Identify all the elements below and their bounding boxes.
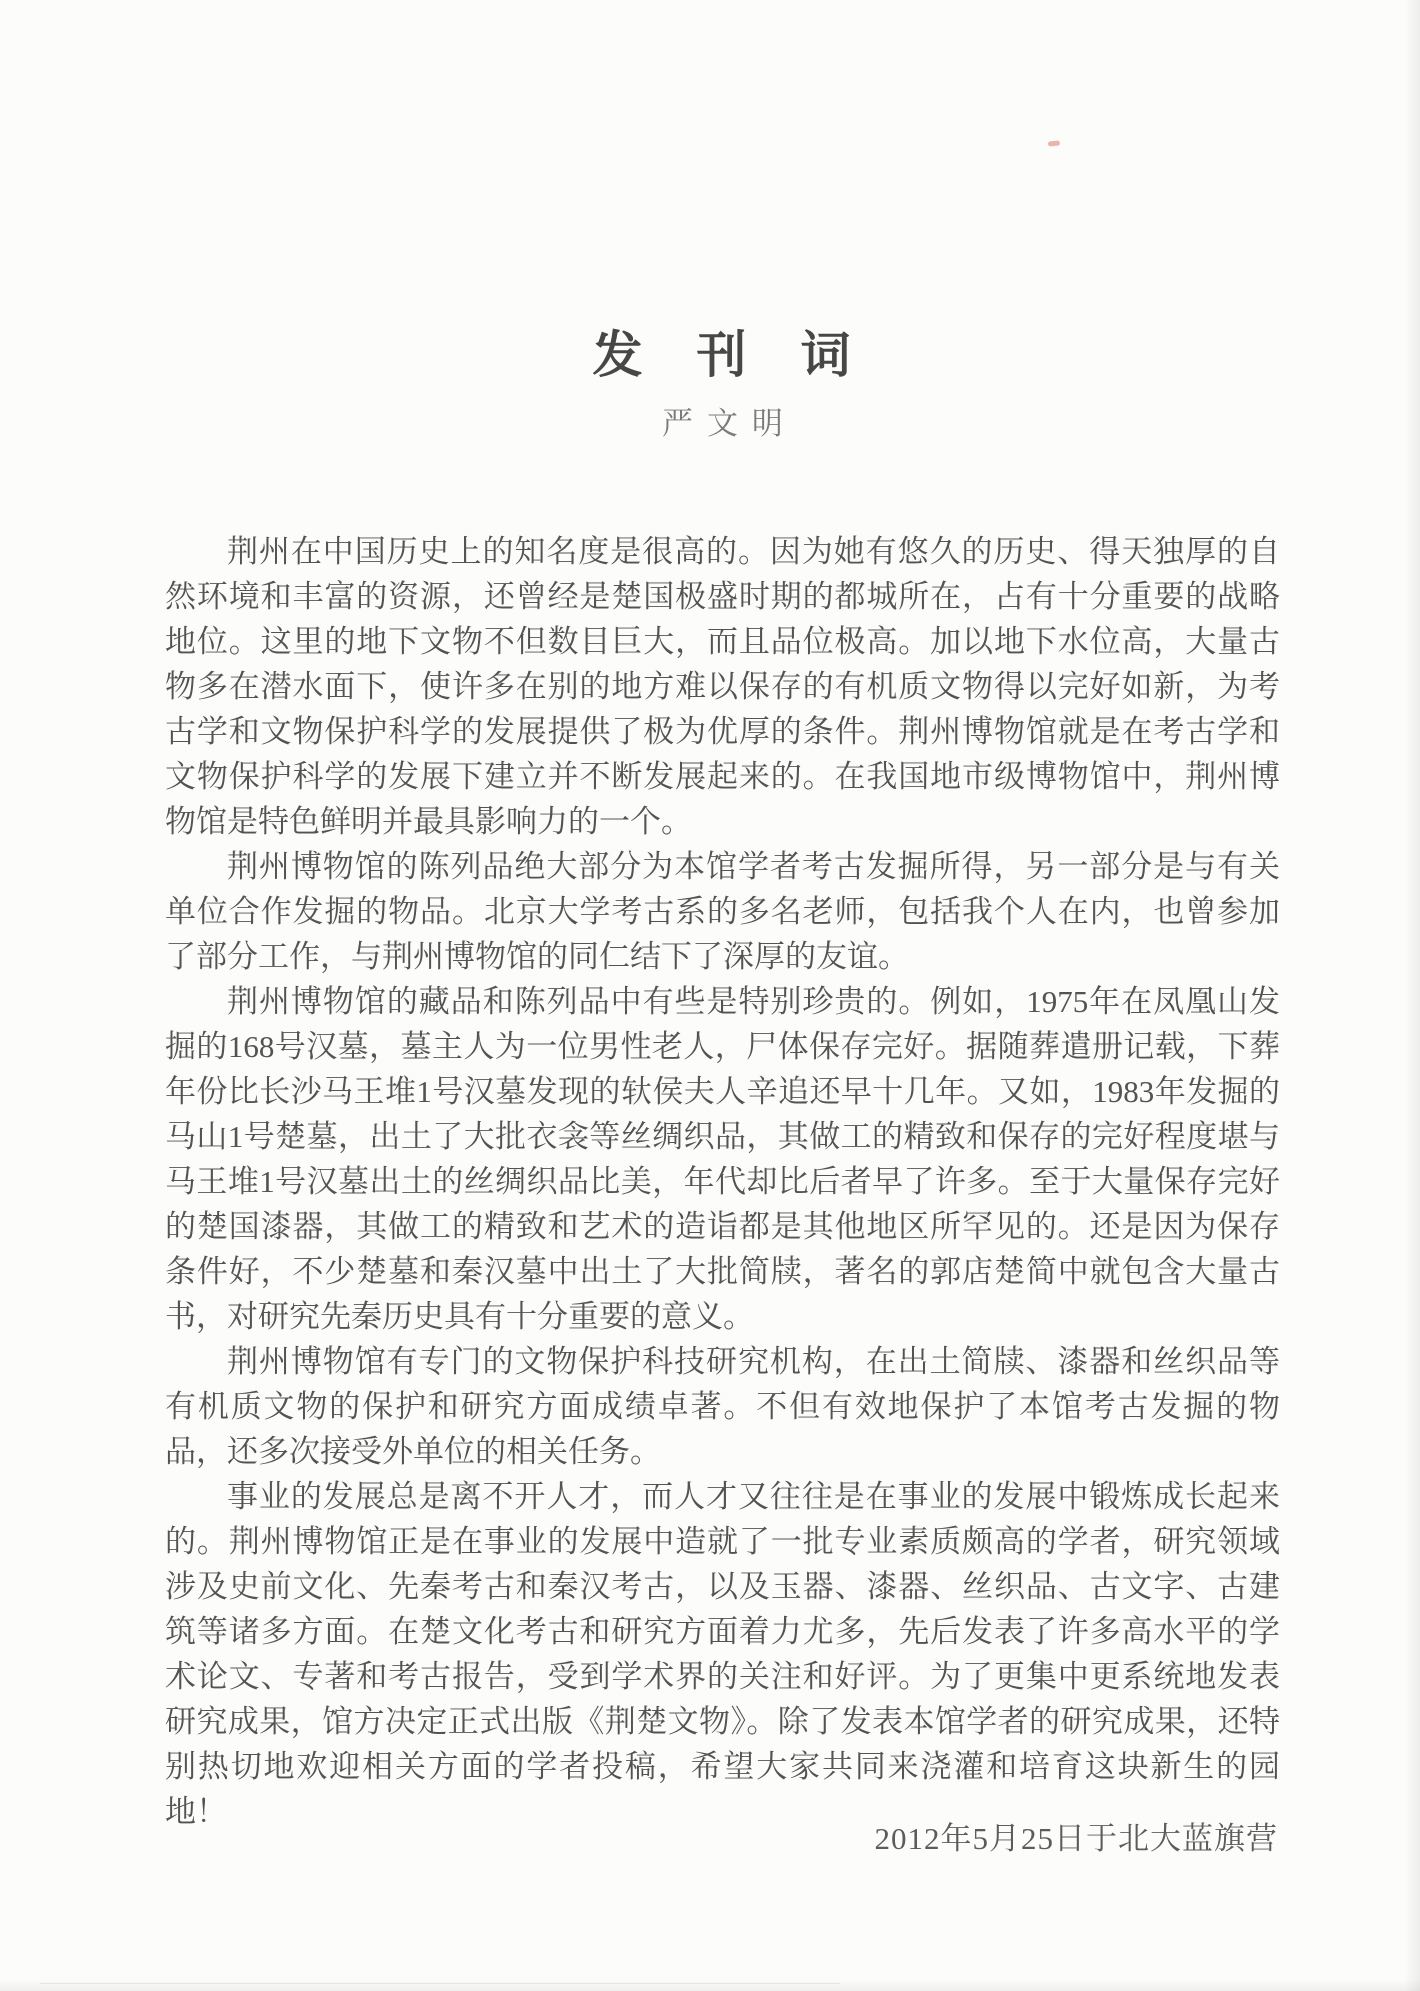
dateline: 2012年5月25日于北大蓝旗营 bbox=[874, 1821, 1278, 1856]
author-name: 严文明 bbox=[662, 406, 797, 441]
scan-artifact-mark bbox=[1048, 140, 1060, 146]
body-paragraph: 荆州博物馆的陈列品绝大部分为本馆学者考古发掘所得，另一部分是与有关单位合作发掘的物品。北京大学考古系的多名老师，包括我个人在内，也曾参加了部分工作，与荆州博物馆的同仁结下了深厚的友谊。 bbox=[165, 849, 1280, 974]
page-edge-shadow-bottom bbox=[0, 1979, 1420, 1991]
body-paragraph: 事业的发展总是离不开人才，而人才又往往是在事业的发展中锻炼成长起来的。荆州博物馆正是在事业的发展中造就了一批专业素质颇高的学者，研究领域涉及史前文化、先秦考古和秦汉考古，以及玉器、漆器、丝织品、古文字、古建筑等诸多方面。在楚文化考古和研究方面着力尤多，先后发表了许多高水平的学术论文、专著和考古报告，受到学术界的关注和好评。为了更集中更系统地发表研究成果，馆方决定正式出版《荆楚文物》。除了发表本馆学者的研究成果，还特别热切地欢迎相关方面的学者投稿，希望大家共同来浇灌和培育这块新生的园地！ bbox=[165, 1479, 1280, 1829]
body-paragraph: 荆州博物馆的藏品和陈列品中有些是特别珍贵的。例如，1975年在凤凰山发掘的168号汉墓，墓主人为一位男性老人，尸体保存完好。据随葬遣册记载，下葬年份比长沙马王堆1号汉墓发现的轪侯夫人辛追还早十几年。又如，1983年发掘的马山1号楚墓，出土了大批衣衾等丝绸织品，其做工的精致和保存的完好程度堪与马王堆1号汉墓出土的丝绸织品比美，年代却比后者早了许多。至于大量保存完好的楚国漆器，其做工的精致和艺术的造诣都是其他地区所罕见的。还是因为保存条件好，不少楚墓和秦汉墓中出土了大批简牍，著名的郭店楚简中就包含大量古书，对研究先秦历史具有十分重要的意义。 bbox=[165, 984, 1280, 1334]
page-edge-shadow-right bbox=[1404, 0, 1420, 1991]
body-paragraph: 荆州博物馆有专门的文物保护科技研究机构，在出土简牍、漆器和丝织品等有机质文物的保护和研究方面成绩卓著。不但有效地保护了本馆考古发掘的物品，还多次接受外单位的相关任务。 bbox=[165, 1344, 1280, 1469]
body-paragraph: 荆州在中国历史上的知名度是很高的。因为她有悠久的历史、得天独厚的自然环境和丰富的资源，还曾经是楚国极盛时期的都城所在，占有十分重要的战略地位。这里的地下文物不但数目巨大，而且品位极高。加以地下水位高，大量古物多在潜水面下，使许多在别的地方难以保存的有机质文物得以完好如新，为考古学和文物保护科学的发展提供了极为优厚的条件。荆州博物馆就是在考古学和文物保护科学的发展下建立并不断发展起来的。在我国地市级博物馆中，荆州博物馆是特色鲜明并最具影响力的一个。 bbox=[165, 534, 1280, 839]
page-edge-hairline bbox=[40, 1983, 840, 1984]
page-title: 发 刊 词 bbox=[592, 326, 853, 383]
body-text bbox=[165, 529, 1280, 1834]
